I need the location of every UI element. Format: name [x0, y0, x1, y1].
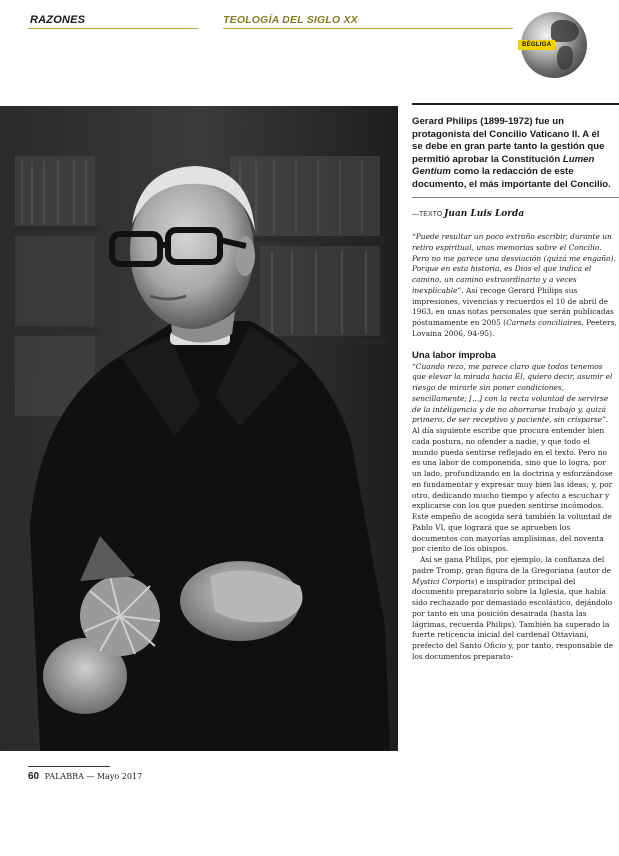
- subheading: Una labor ímproba: [412, 349, 496, 361]
- byline-label: —TEXTO: [412, 211, 443, 218]
- region-badge: BÉGLIGA: [518, 40, 555, 50]
- topic-label: TEOLOGÍA DEL SIGLO XX: [223, 14, 358, 26]
- article-lead: Gerard Philips (1899-1972) fue un protagonista del Concilio Vaticano II. A él se debe en gran parte tanto la gestión que permitió aprobar la Constitución Lumen Gentium como la redacción de este documento, el más importante del Concilio.: [412, 116, 611, 190]
- publication-info: PALABRA — Mayo 2017: [44, 772, 143, 781]
- byline: [412, 209, 612, 219]
- footer-rule: [28, 766, 110, 767]
- column-rule: [412, 197, 619, 198]
- portrait-illustration: [0, 106, 398, 751]
- section-label: RAZONES: [30, 14, 86, 26]
- header-rule: [28, 28, 198, 29]
- column-rule: [412, 103, 619, 105]
- paragraph: “Puede resultar un poco extraño escribir, durante un retiro espiritual, unas memorias sobre el Concilio. Pero no me parece una desviación (quizá me engaño). Porque en esta historia, es Dios el que indica el camino, un camino extraordinario y a veces inexplicable”. Así recoge Gerard Philips sus impresiones, vivencias y recuerdos el 10 de abril de 1963, en unas notas personales que serán publicadas póstumamente en 2005 (Carnets conciliaires, Peeters, Lovaina 2006, 94-95).: [412, 232, 617, 338]
- header-rule: [223, 28, 513, 29]
- article-body: [412, 232, 617, 663]
- paragraph: “Cuando rezo, me parece claro que todos tenemos que elevar la mirada hacia Él, quiero decir, asumir el riesgo de mirarle sin poner condiciones, sencillamente; [...] con la recta voluntad de servirse de la inteligencia y de no ahorrarse trabajo y, quizá primero, de ser receptivo y paciente, sin crisparse”. Al día siguiente escribe que procura entender bien cada postura, no ofender a nadie, y que todo el mundo pueda sentirse reflejado en el texto. Pero no es una labor de componenda, sino que lo logra, por un lado, profundizando en la doctrina y esforzándose en fundamentar y expresar muy bien las ideas; y, por otro, dedicando mucho tiempo y afecto a escuchar y explicarse con los que pueden sentirse incómodos. Este empeño de acogida será también la voluntad de Pablo VI, que logrará que se aprueben los documentos con mayorías amplísimas, del noventa por ciento de los obispos.: [412, 361, 613, 554]
- paragraph: Así se gana Philips, por ejemplo, la confianza del padre Tromp, gran figura de la Gregoriana (autor de Mystici Corporis) e inspirador principal del documento preparatorio sobre la Iglesia, que había sido rechazado por demasiado escolástico, dejándolo por tanto en una posición desairada (hasta las lágrimas, recuerda Philips). También ha superado la fuerte reticencia inicial del cardenal Ottaviani, prefecto del Santo Oficio y, por tanto, responsable de los documentos preparato-: [412, 555, 613, 661]
- page-number: 60: [28, 771, 40, 782]
- author-name: Juan Luis Lorda: [444, 209, 525, 219]
- photo-caption: El teólogo belga Gerard Philips.: [253, 834, 323, 855]
- page-footer: [28, 771, 142, 782]
